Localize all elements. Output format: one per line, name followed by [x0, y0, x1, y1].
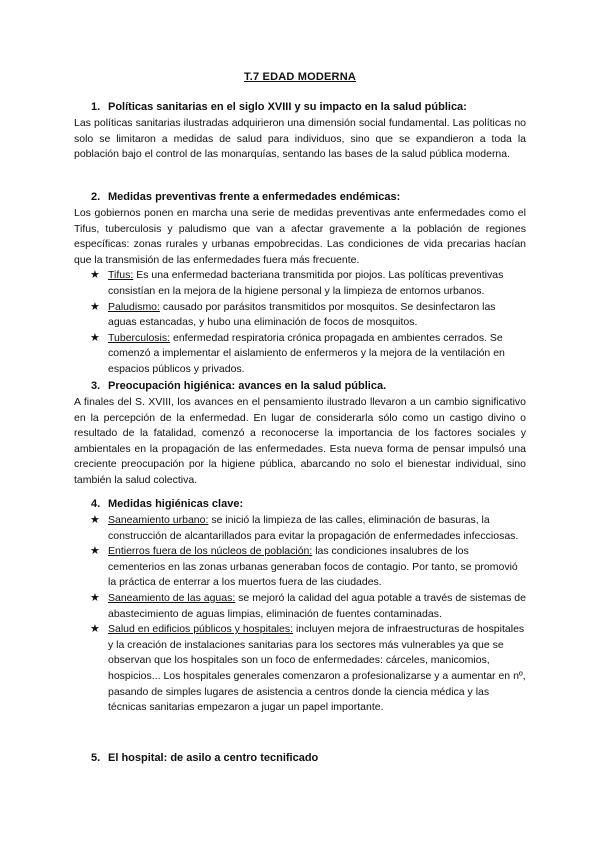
- document-title: T.7 EDAD MODERNA: [244, 71, 356, 83]
- section-number: 1.: [91, 101, 101, 113]
- star-bullet-icon: ★: [90, 591, 100, 604]
- star-bullet-icon: ★: [90, 514, 100, 526]
- item-text: causado por parásitos transmitidos por mosquitos. Se desinfectaron las aguas estancadas, y hubo una eliminación de focos de mosquitos.: [108, 300, 496, 329]
- item-text: enfermedad respiratoria crónica propagada en ambientes cerrados. Se comenzó a implementar el aislamiento de enfermeros y la mejora de la ventilación en espacios públicos y privados.: [108, 331, 505, 375]
- section-1: [74, 100, 526, 163]
- section-title: Preocupación higiénica: avances en la salud pública.: [108, 380, 387, 392]
- section-paragraph: Los gobiernos ponen en marcha una serie de medidas preventivas ante enfermedades como el Tifus, tuberculosis y paludismo que van a afectar gravemente a la población de regiones específicas: zonas rurales y urbanas empobrecidas. Las condiciones de vida precarias hacían que la transmisión de las enfermedades fuera más frecuente.: [74, 207, 526, 266]
- item-term: Salud en edificios públicos y hospitales:: [108, 623, 294, 636]
- section-paragraph: Las políticas sanitarias ilustradas adquirieron una dimensión social fundamental. Las políticas no solo se limitaron a medidas de salud para individuos, sino que se expandieron a toda la población bajo el control de las monarquías, sentando las bases de la salud pública moderna.: [74, 117, 526, 161]
- list-item: [74, 268, 526, 299]
- section-3: [74, 379, 526, 489]
- section-title: El hospital: de asilo a centro tecnificado: [108, 752, 319, 764]
- section-heading: [74, 751, 526, 766]
- bullet-list: [74, 268, 526, 377]
- section-paragraph: A finales del S. XVIII, los avances en el pensamiento ilustrado llevaron a un cambio significativo en la percepción de la enfermedad. En lugar de considerarla sólo como un castigo divino o resultado de la fatalidad, comenzó a reconocerse la importancia de los factores sociales y ambientales en la propagación de las enfermedades. Esta nueva forma de pensar impulsó una creciente preocupación por la higiene pública, abarcando no solo el bienestar individual, sino también la salud colectiva.: [74, 396, 526, 486]
- list-item: [74, 622, 526, 716]
- section-heading: [74, 100, 526, 115]
- section-heading: [74, 190, 526, 205]
- list-item: [74, 591, 526, 622]
- item-text: las condiciones insalubres de los cementerios en las zonas urbanas generaban focos de contagio. Por tanto, se promovió la práctica de enterrar a los muertos fuera de las ciudades.: [108, 545, 518, 589]
- star-bullet-icon: ★: [90, 269, 100, 282]
- section-number: 3.: [91, 380, 101, 392]
- item-term: Saneamiento urbano:: [108, 514, 209, 526]
- item-term: Paludismo:: [108, 300, 160, 313]
- item-text: Es una enfermedad bacteriana transmitida por piojos. Las políticas preventivas consistían en la mejora de la higiene personal y la limpieza de entornos urbanos.: [108, 269, 504, 297]
- item-term: Tuberculosis:: [108, 331, 171, 344]
- item-text: incluyen mejora de infraestructuras de hospitales y la creación de instalaciones sanitarias para los sectores más vulnerables ya que se observan que los hospitales son un foco de enfermedades: cárceles, manicomios, hospicios... Los hospitales generales comenzaron a profesionalizarse y a aumentar en nº, pasando de simples lugares de asistencia a centros donde la ciencia médica y las técnicas sanitarias empezaron a jugar un papel importante.: [108, 623, 526, 714]
- item-text: se inició la limpieza de las calles, eliminación de basuras, la construcción de alcantarillados para evitar la propagación de enfermedades infecciosas.: [108, 514, 519, 542]
- section-heading: [74, 497, 526, 512]
- list-item: [74, 544, 526, 591]
- section-heading: [74, 379, 526, 394]
- section-title: Políticas sanitarias en el siglo XVIII y su impacto en la salud pública:: [108, 101, 467, 113]
- star-bullet-icon: ★: [90, 545, 100, 558]
- section-number: 5.: [91, 752, 101, 764]
- star-bullet-icon: ★: [90, 623, 100, 636]
- section-2: [74, 190, 526, 378]
- item-term: Saneamiento de las aguas:: [108, 591, 236, 604]
- section-title: Medidas higiénicas clave:: [108, 498, 244, 510]
- list-item: [74, 331, 526, 378]
- list-item: [74, 513, 526, 544]
- section-number: 2.: [91, 191, 101, 203]
- section-title: Medidas preventivas frente a enfermedades endémicas:: [108, 191, 401, 203]
- list-item: [74, 300, 526, 331]
- section-number: 4.: [91, 498, 101, 510]
- section-4: [74, 497, 526, 716]
- star-bullet-icon: ★: [90, 331, 100, 344]
- item-term: Tifus:: [108, 269, 134, 282]
- section-5: [74, 751, 526, 767]
- star-bullet-icon: ★: [90, 300, 100, 313]
- item-term: Entierros fuera de los núcleos de población:: [108, 545, 313, 558]
- bullet-list: [74, 513, 526, 716]
- item-text: se mejoró la calidad del agua potable a través de sistemas de abastecimiento de aguas limpias, eliminación de fuentes contaminadas.: [108, 591, 526, 620]
